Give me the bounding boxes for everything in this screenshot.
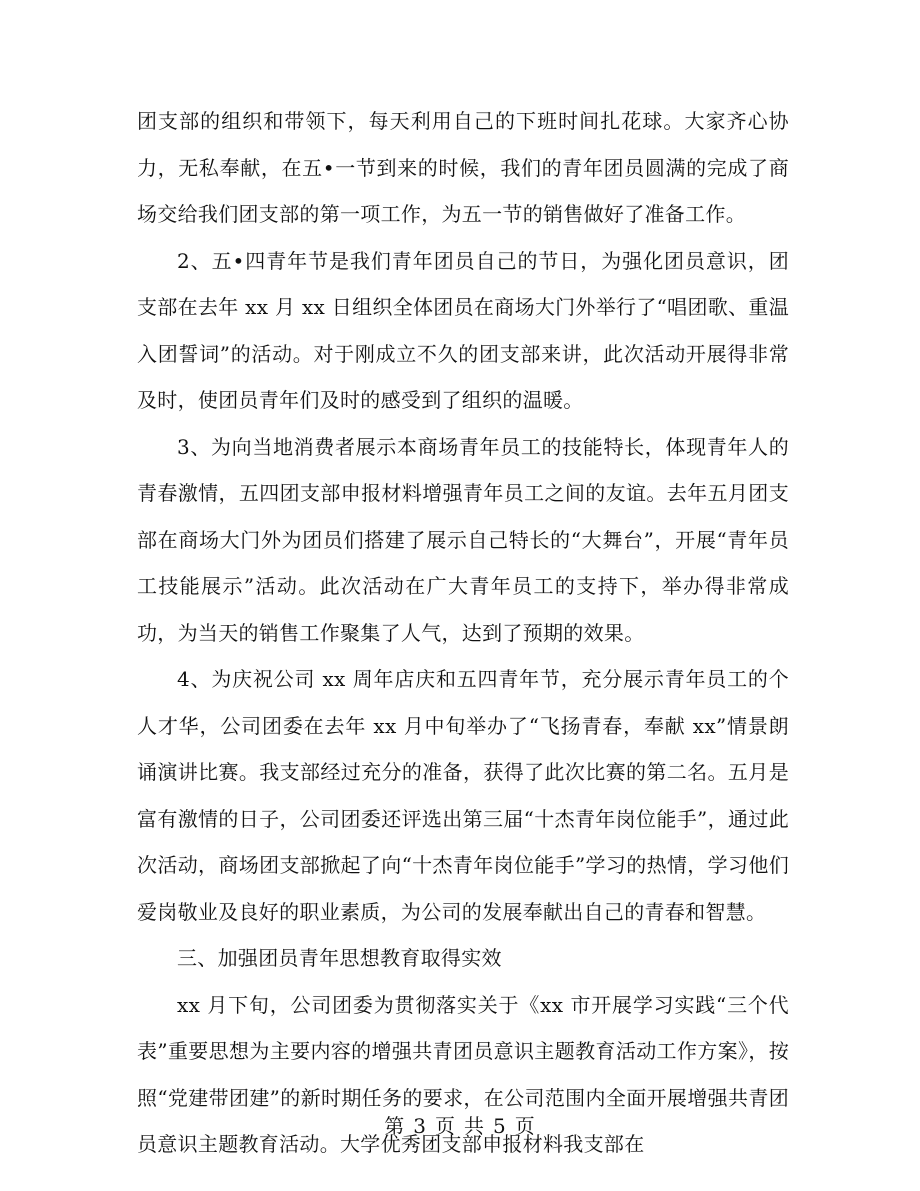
footer-page-word: 页 [435,1114,456,1138]
document-body [137,98,789,1168]
footer-total-pages: 5 [493,1114,507,1138]
paragraph-item-2: 2、五•四青年节是我们青年团员自己的节日，为强化团员意识，团支部在去年 xx 月 xx 日组织全体团员在商场大门外举行了“唱团歌、重温入团誓词”的活动。对于刚成立不久的团支部来讲，此次活动开展得非常及时，使团员青年们及时的感受到了组织的温暖。 [137,248,789,412]
section-heading: 三、加强团员青年思想教育取得实效 [177,946,502,970]
footer-prefix: 第 [384,1114,406,1138]
page-footer [0,1110,920,1139]
paragraph-item-4: 4、为庆祝公司 xx 周年店庆和五四青年节，充分展示青年员工的个人才华，公司团委在去年 xx 月中旬举办了“飞扬青春，奉献 xx”情景朗诵演讲比赛。我支部经过充分的准备，获得了此次比赛的第二名。五月是富有激情的日子，公司团委还评选出第三届“十杰青年岗位能手”，通过此次活动，商场团支部掀起了向“十杰青年岗位能手”学习的热情，学习他们爱岗敬业及良好的职业素质，为公司的发展奉献出自己的青春和智慧。 [137,667,789,924]
paragraph-continuation: 团支部的组织和带领下，每天利用自己的下班时间扎花球。大家齐心协力，无私奉献，在五•一节到来的时候，我们的青年团员圆满的完成了商场交给我们团支部的第一项工作，为五一节的销售做好了准备工作。 [137,109,789,226]
footer-current-page: 3 [413,1114,427,1138]
footer-total-word: 共 [464,1114,485,1138]
paragraph-section-3-body: xx 月下旬，公司团委为贯彻落实关于《xx 市开展学习实践“三个代表”重要思想为主要内容的增强共青团员意识主题教育活动工作方案》，按照“党建带团建”的新时期任务的要求，在公司范围内全面开展增强共青团员意识主题教育活动。大学优秀团支部申报材料我支部在 [137,992,789,1156]
footer-suffix: 页 [514,1114,536,1138]
paragraph-item-3: 3、为向当地消费者展示本商场青年员工的技能特长，体现青年人的青春激情，五四团支部申报材料增强青年员工之间的友谊。去年五月团支部在商场大门外为团员们搭建了展示自己特长的“大舞台”，开展“青年员工技能展示”活动。此次活动在广大青年员工的支持下，举办得非常成功，为当天的销售工作聚集了人气，达到了预期的效果。 [137,434,789,645]
